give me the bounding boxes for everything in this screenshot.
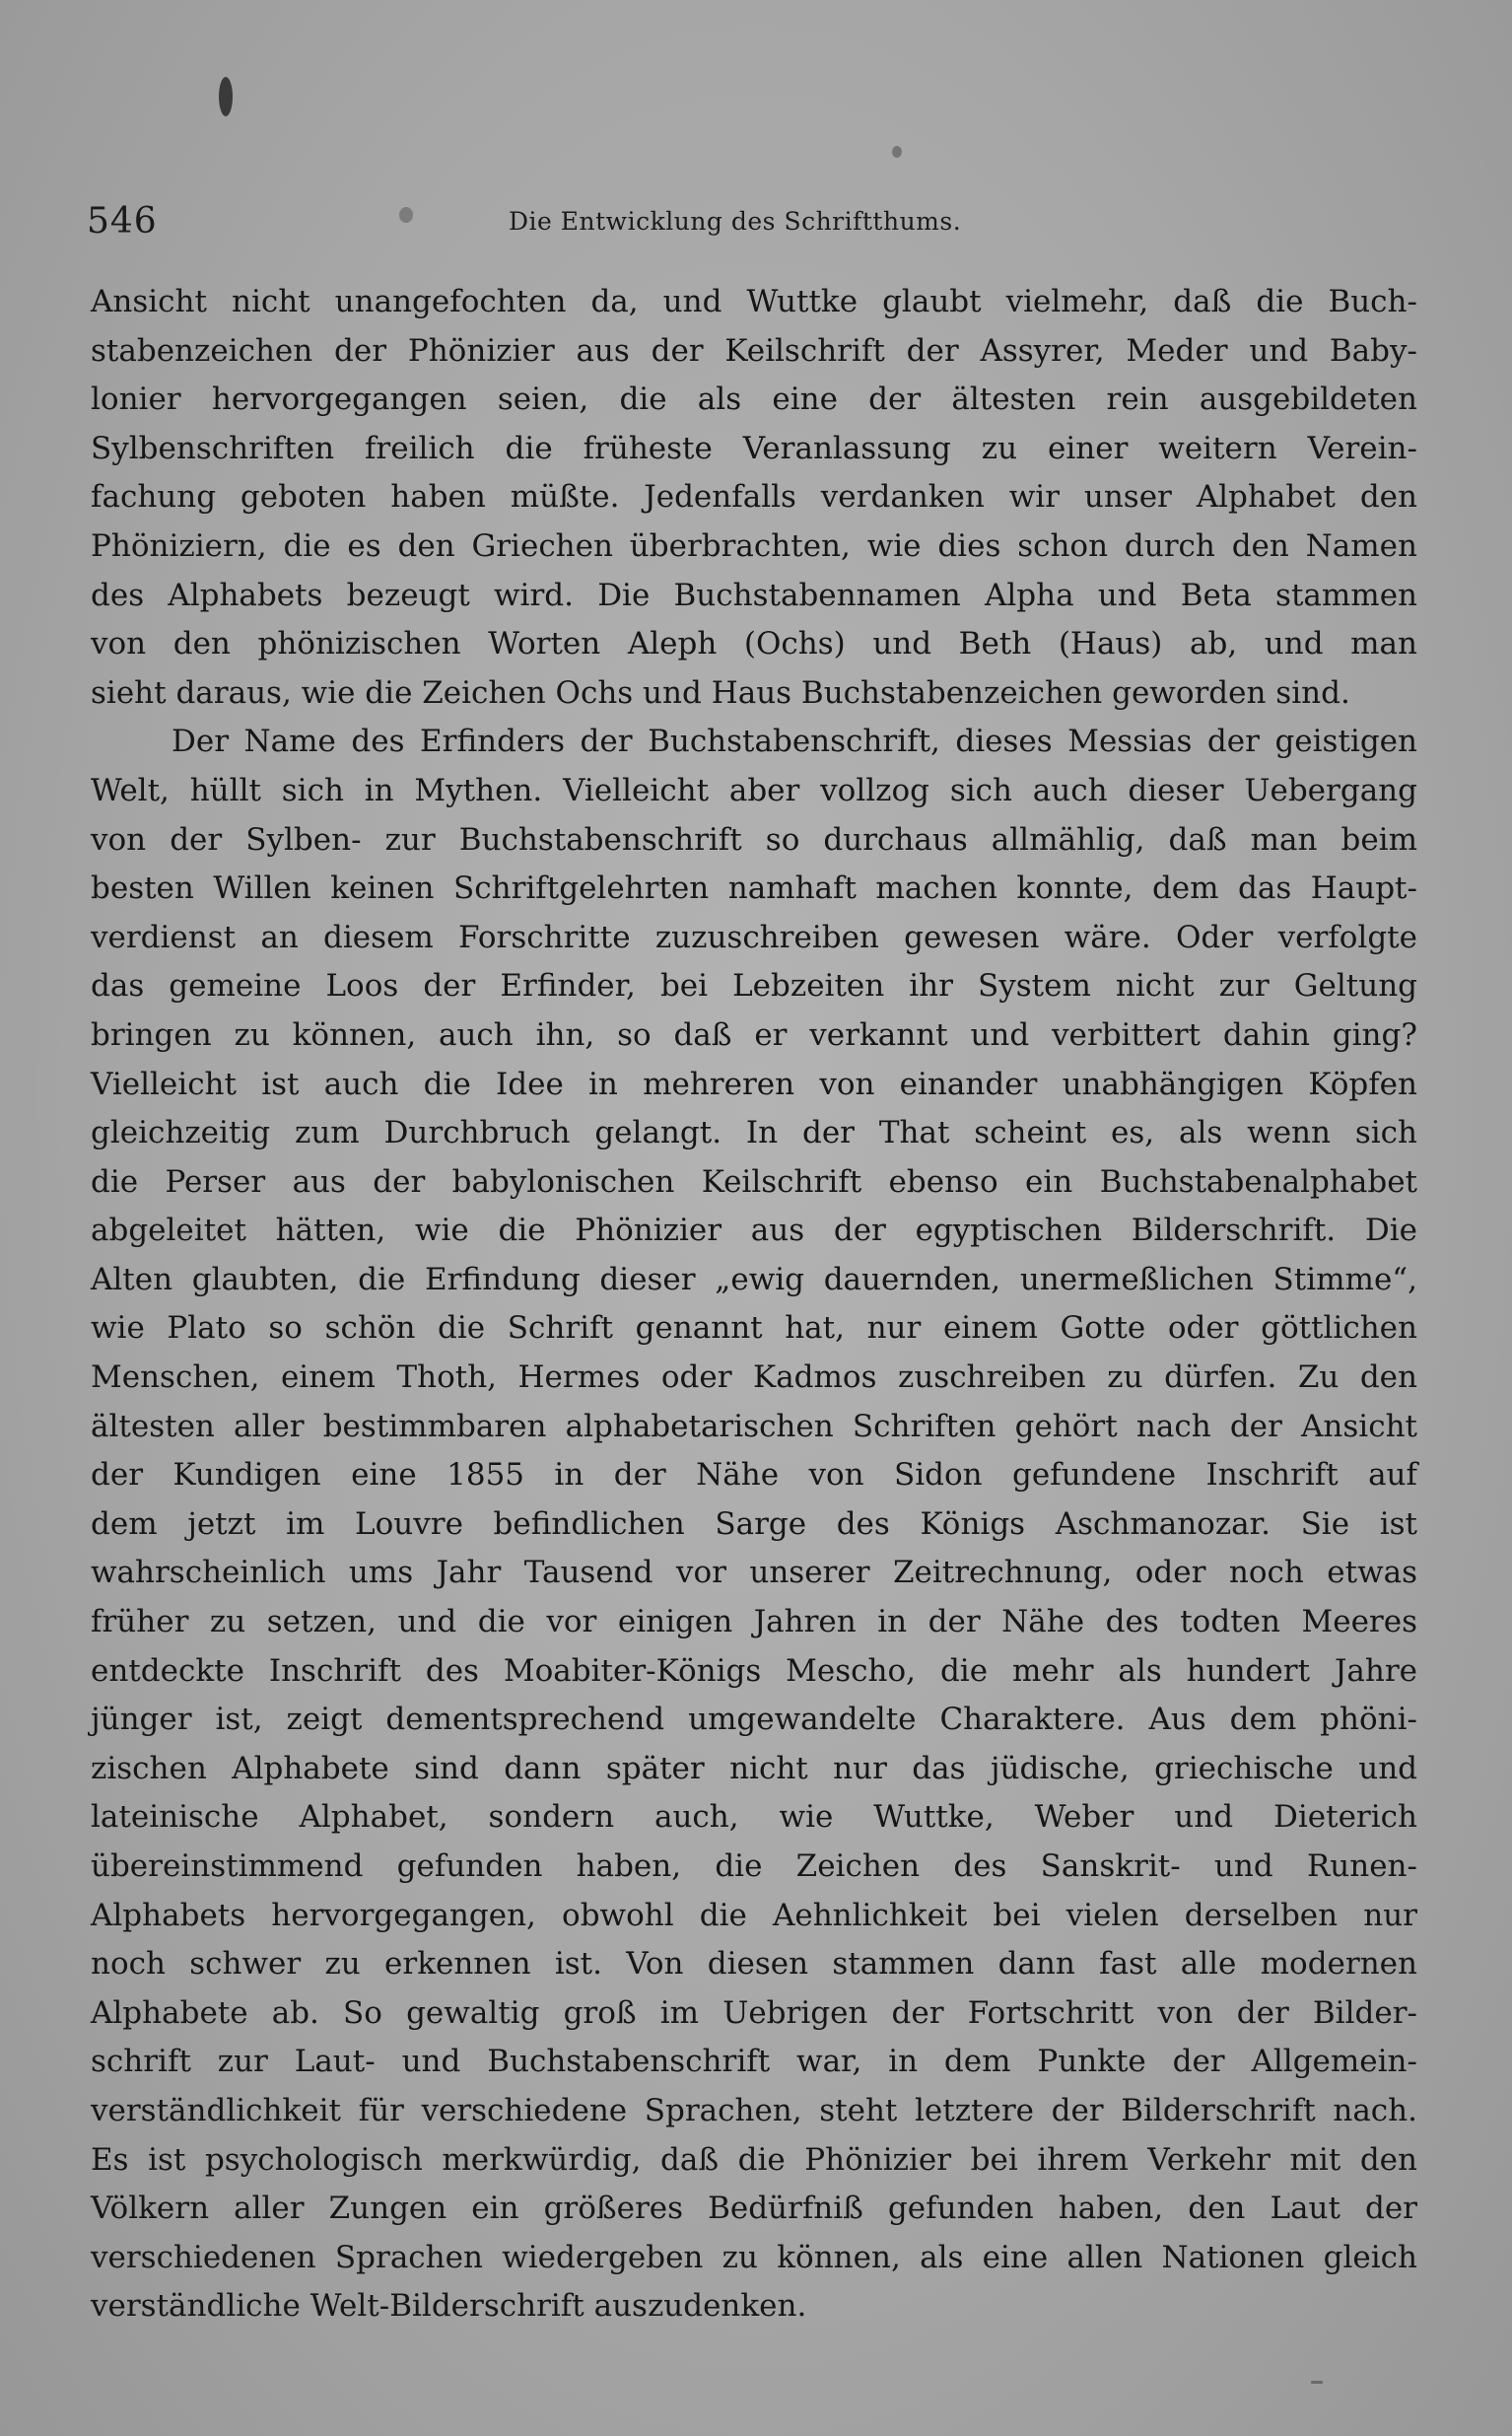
stain-mark [892, 146, 902, 158]
text-line: Sylbenschriften freilich die früheste Veranlassung zu einer weitern Verein- [91, 430, 1417, 466]
ink-blot [219, 77, 233, 116]
text-line: wahrscheinlich ums Jahr Tausend vor unserer Zeitrechnung, oder noch etwas [91, 1555, 1417, 1591]
text-line: wie Plato so schön die Schrift genannt hat, nur einem Gotte oder göttlichen [91, 1310, 1417, 1347]
text-line: Alten glaubten, die Erfindung dieser „ewig dauernden, unermeßlichen Stimme“, [91, 1261, 1417, 1297]
text-line: Menschen, einem Thoth, Hermes oder Kadmos zuschreiben zu dürfen. Zu den [91, 1359, 1417, 1396]
body-text [91, 278, 1417, 2332]
text-line: gleichzeitig zum Durchbruch gelangt. In der That scheint es, als wenn sich [91, 1115, 1417, 1151]
text-line: der Kundigen eine 1855 in der Nähe von Sidon gefundene Inschrift auf [91, 1457, 1417, 1494]
text-line: lateinische Alphabet, sondern auch, wie Wuttke, Weber und Dieterich [91, 1799, 1417, 1836]
text-line: Der Name des Erfinders der Buchstabenschrift, dieses Messias der geistigen [172, 724, 1417, 760]
text-line: noch schwer zu erkennen ist. Von diesen stammen dann fast alle modernen [91, 1946, 1417, 1983]
text-line: verständliche Welt-Bilderschrift auszudenken. [91, 2288, 807, 2325]
text-line: des Alphabets bezeugt wird. Die Buchstabennamen Alpha und Beta stammen [91, 577, 1417, 613]
text-line: das gemeine Loos der Erfinder, bei Lebzeiten ihr System nicht zur Geltung [91, 968, 1417, 1005]
text-line: übereinstimmend gefunden haben, die Zeichen des Sanskrit- und Runen- [91, 1848, 1417, 1884]
text-line: zischen Alphabete sind dann später nicht nur das jüdische, griechische und [91, 1750, 1417, 1786]
page-header [87, 197, 1419, 246]
page-number: 546 [87, 201, 158, 242]
text-line: Vielleicht ist auch die Idee in mehreren von einander unabhängigen Köpfen [91, 1066, 1417, 1102]
text-line: Welt, hüllt sich in Mythen. Vielleicht aber vollzog sich auch dieser Uebergang [91, 772, 1417, 808]
text-line: Alphabete ab. So gewaltig groß im Uebrigen der Fortschritt von der Bilder- [91, 1994, 1417, 2031]
text-line: fachung geboten haben müßte. Jedenfalls verdanken wir unser Alphabet den [91, 479, 1417, 516]
text-line: abgeleitet hätten, wie die Phönizier aus der egyptischen Bilderschrift. Die [91, 1213, 1417, 1249]
stain-mark [1311, 2381, 1323, 2384]
text-line: sieht daraus, wie die Zeichen Ochs und Haus Buchstabenzeichen geworden sind. [91, 674, 1350, 711]
text-line: die Perser aus der babylonischen Keilschrift ebenso ein Buchstabenalphabet [91, 1163, 1417, 1200]
text-line: von der Sylben- zur Buchstabenschrift so durchaus allmählig, daß man beim [91, 821, 1417, 858]
text-line: verschiedenen Sprachen wiedergeben zu können, als eine allen Nationen gleich [91, 2239, 1417, 2275]
text-line: Alphabets hervorgegangen, obwohl die Aehnlichkeit bei vielen derselben nur [91, 1897, 1417, 1933]
text-line: entdeckte Inschrift des Moabiter-Königs Mescho, die mehr als hundert Jahre [91, 1652, 1417, 1689]
text-line: stabenzeichen der Phönizier aus der Keilschrift der Assyrer, Meder und Baby- [91, 332, 1417, 369]
text-line: lonier hervorgegangen seien, die als eine der ältesten rein ausgebildeten [91, 382, 1417, 418]
text-line: verdienst an diesem Forschritte zuzuschreiben gewesen wäre. Oder verfolgte [91, 919, 1417, 955]
text-line: verständlichkeit für verschiedene Sprachen, steht letztere der Bilderschrift nach. [91, 2092, 1417, 2128]
text-line: von den phönizischen Worten Aleph (Ochs) und Beth (Haus) ab, und man [91, 626, 1417, 662]
text-line: ältesten aller bestimmbaren alphabetarischen Schriften gehört nach der Ansicht [91, 1408, 1417, 1444]
text-line: schrift zur Laut- und Buchstabenschrift war, in dem Punkte der Allgemein- [91, 2044, 1417, 2080]
text-line: bringen zu können, auch ihn, so daß er verkannt und verbittert dahin ging? [91, 1016, 1417, 1053]
running-title: Die Entwicklung des Schriftthums. [509, 207, 962, 236]
text-line: Es ist psychologisch merkwürdig, daß die Phönizier bei ihrem Verkehr mit den [91, 2141, 1417, 2178]
text-line: Phöniziern, die es den Griechen überbrachten, wie dies schon durch den Namen [91, 527, 1417, 564]
text-line: Völkern aller Zungen ein größeres Bedürfniß gefunden haben, den Laut der [91, 2191, 1417, 2227]
text-line: Ansicht nicht unangefochten da, und Wuttke glaubt vielmehr, daß die Buch- [91, 284, 1417, 319]
text-line: jünger ist, zeigt dementsprechend umgewandelte Charaktere. Aus dem phöni- [91, 1702, 1417, 1738]
text-line: besten Willen keinen Schriftgelehrten namhaft machen konnte, dem das Haupt- [91, 870, 1417, 907]
text-line: früher zu setzen, und die vor einigen Jahren in der Nähe des todten Meeres [91, 1604, 1417, 1640]
text-line: dem jetzt im Louvre befindlichen Sarge des Königs Aschmanozar. Sie ist [91, 1505, 1417, 1542]
